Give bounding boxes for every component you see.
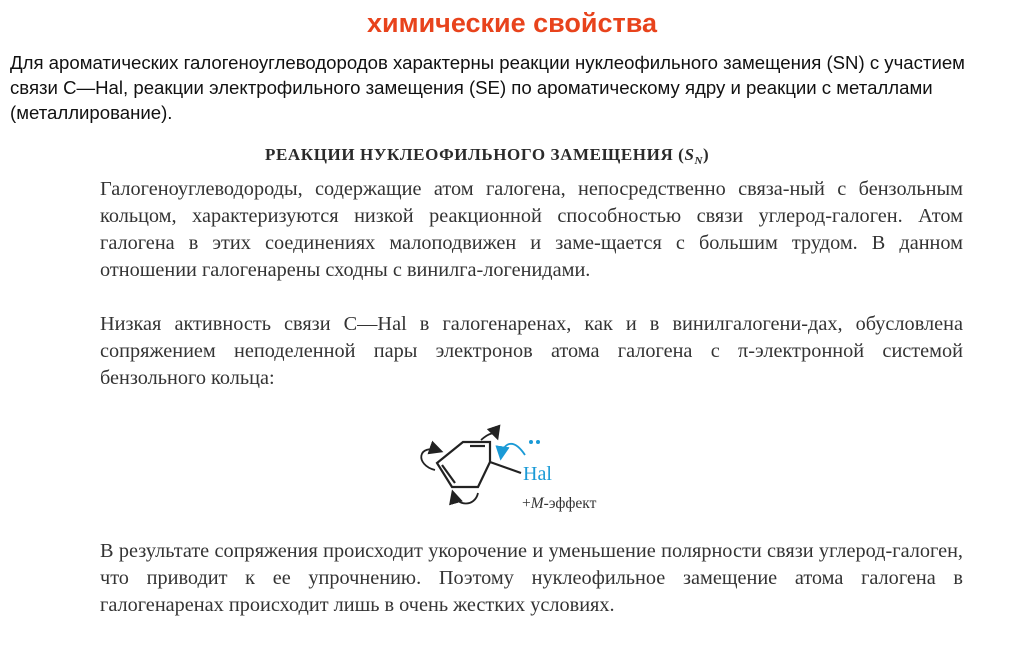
section-heading-subscript: N bbox=[694, 155, 704, 167]
effect-sign: + bbox=[522, 495, 531, 512]
lone-pair-dot bbox=[529, 440, 533, 444]
paragraph-1: Галогеноуглеводороды, содержащие атом галогена, непосредственно связа-ный с бензольным кольцом, характеризуются низкой реакционной способностью связи углерод-галоген. Атом галогена в этих соединениях малоподвижен и заме-щается с большим трудом. В данном отношении галогенарены сходны с винилга-логенидами. bbox=[100, 178, 963, 281]
section-heading-symbol: S bbox=[684, 145, 695, 164]
halogen-label: Hal bbox=[523, 463, 552, 485]
carbon-halogen-bond bbox=[490, 462, 521, 473]
curved-arrow-ring-left bbox=[421, 449, 440, 470]
paragraph-3: В результате сопряжения происходит укорочение и уменьшение полярности связи углерод-галоген, что приводит к ее упрочнению. Поэтому нуклеофильное замещение атома галогена в галогенаренах происходит лишь в очень жестких условиях. bbox=[100, 540, 963, 616]
section-heading bbox=[265, 145, 709, 165]
section-heading-text: РЕАКЦИИ НУКЛЕОФИЛЬНОГО ЗАМЕЩЕНИЯ ( bbox=[265, 145, 685, 164]
paragraph-2: Низкая активность связи C—Hal в галогенаренах, как и в винилгалогени-дах, обусловлена сопряжением неподеленной пары электронов атома галогена с π-электронной системой бензольного кольца: bbox=[100, 313, 963, 389]
section-heading-close: ) bbox=[703, 145, 710, 164]
intro-text: Для ароматических галогеноуглеводородов характерны реакции нуклеофильного замещения (SN) с участием связи C—Hal, реакции электрофильного замещения (SE) по ароматическому ядру и реакции с металлами (металлирование). bbox=[10, 52, 965, 123]
effect-caption bbox=[522, 495, 596, 513]
curved-arrow-halogen bbox=[501, 444, 525, 457]
benzene-ring-icon bbox=[437, 442, 490, 487]
curved-arrow-ring-bottom bbox=[453, 493, 478, 504]
effect-label: -эффект bbox=[543, 495, 597, 512]
slide-title: химические свойства bbox=[366, 8, 657, 38]
effect-letter: M bbox=[530, 495, 544, 512]
lone-pair-dot bbox=[536, 440, 540, 444]
curved-arrow-ring-top bbox=[481, 433, 497, 440]
